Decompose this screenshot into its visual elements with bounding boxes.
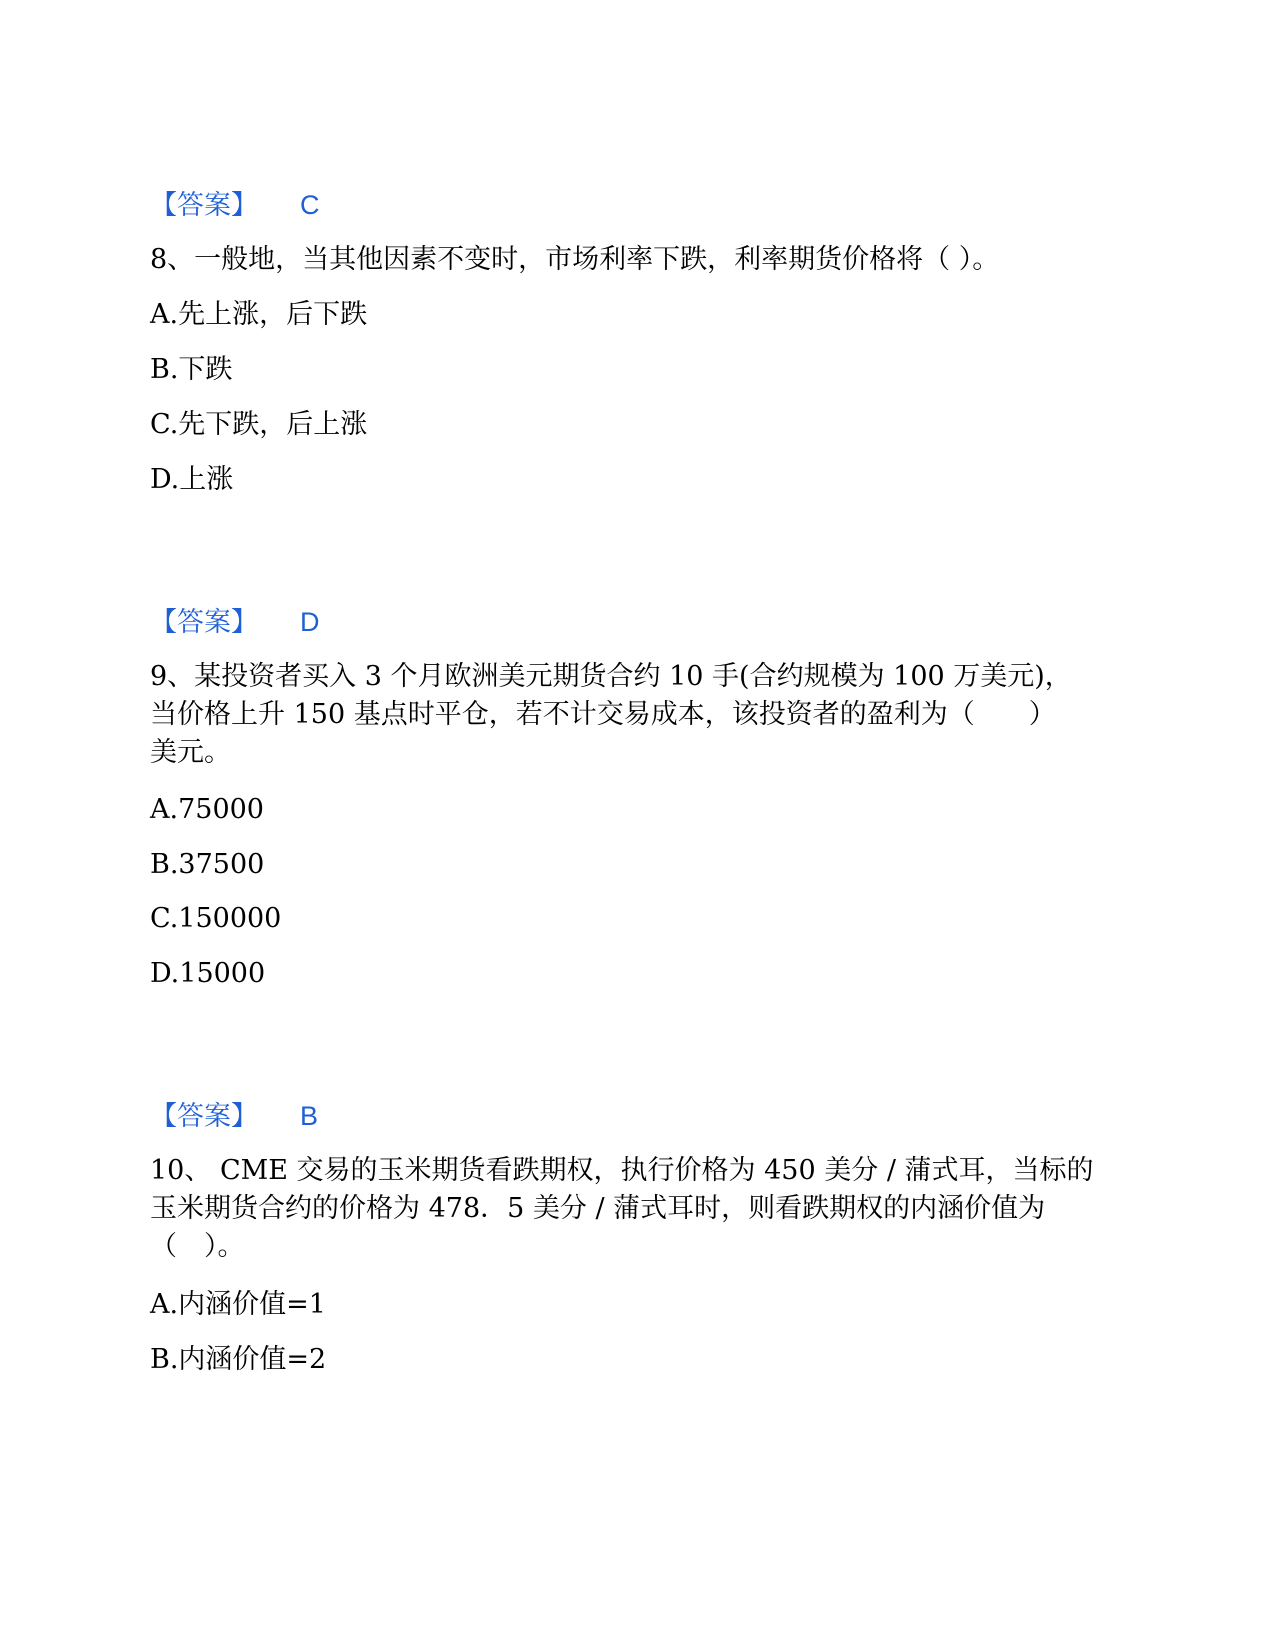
question-text: 当价格上升 150 基点时平仓，若不计交易成本，该投资者的盈利为（ ） [150,699,1056,730]
answer-line [150,1097,318,1136]
answer-label: 【答案】 [150,190,258,221]
question-text: （ ）。 [150,1231,245,1262]
option-b: B.下跌 [150,354,233,385]
option-b: B.37500 [150,849,265,880]
option-a: A.内涵价值=1 [150,1289,326,1320]
option-d: D.15000 [150,958,266,989]
question-text: 美元。 [150,737,231,768]
question-text: 8、一般地，当其他因素不变时，市场利率下跌，利率期货价格将（ ）。 [150,244,1000,275]
answer-value: D [300,607,320,637]
answer-label: 【答案】 [150,607,258,638]
question-text: 玉米期货合约的价格为 478．5 美分 / 蒲式耳时，则看跌期权的内涵价值为 [150,1193,1046,1224]
question-text: 10、 CME 交易的玉米期货看跌期权，执行价格为 450 美分 / 蒲式耳，当标的 [150,1155,1094,1186]
option-d: D.上涨 [150,464,234,495]
answer-line [150,186,320,225]
option-a: A.先上涨，后下跌 [150,299,368,330]
answer-value: B [300,1101,319,1131]
question-text: 9、某投资者买入 3 个月欧洲美元期货合约 10 手(合约规模为 100 万美元)， [150,661,1072,692]
option-a: A.75000 [150,794,264,825]
option-b: B.内涵价值=2 [150,1344,327,1375]
answer-line [150,603,320,642]
option-c: C.先下跌，后上涨 [150,409,368,440]
answer-label: 【答案】 [150,1101,258,1132]
answer-value: C [300,190,320,220]
option-c: C.150000 [150,903,282,934]
